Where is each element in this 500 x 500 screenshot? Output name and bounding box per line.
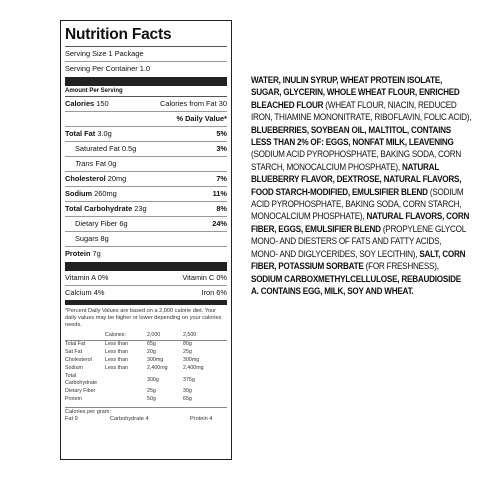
ingredients-line	[251, 99, 457, 111]
ingredient-bold-segment: NATURAL	[401, 161, 440, 172]
ft-cell: 375g	[183, 376, 195, 383]
ft-cell: 65g	[183, 396, 192, 403]
nutrient-dv: 8%	[216, 204, 227, 213]
nutrition-facts-label	[60, 20, 232, 460]
nutrient-dv: 7%	[216, 174, 227, 183]
footnote-table	[65, 332, 227, 404]
cal-per-gram-carb: Carbohydrate 4	[110, 415, 149, 422]
ingredients-line	[251, 136, 454, 148]
ingredient-bold-segment: BLUEBERRIES, SOYBEAN OIL, MALTITOL, CONTAINS	[251, 124, 452, 135]
ingredients-text	[251, 74, 472, 297]
ingredients-line	[251, 223, 467, 235]
ingredient-segment: (WHEAT FLOUR, NIACIN, REDUCED	[325, 99, 457, 110]
ingredients-line	[251, 161, 454, 173]
daily-value-header: % Daily Value*	[65, 112, 227, 127]
nutrient-name: Sugars	[75, 234, 99, 243]
ft-cell: 80g	[183, 341, 192, 348]
ingredient-bold-segment: BLUEBERRY FLAVOR, DEXTROSE, NATURAL FLAVORS,	[251, 174, 462, 185]
ingredients-line	[251, 210, 470, 222]
ft-cell: 20g	[147, 349, 156, 356]
ingredients-line	[251, 86, 460, 98]
ingredient-bold-segment: SODIUM CARBOXMETHYLCELLULOSE, REBAUDIOSIDE	[251, 273, 461, 284]
ft-cell: Total Fat	[65, 341, 86, 348]
nutrient-dv: 24%	[212, 219, 227, 228]
nutrient-cell	[75, 219, 128, 229]
ingredients-line	[251, 260, 454, 272]
ingredients-line	[251, 111, 472, 123]
nutrient-name: Sodium	[65, 189, 93, 198]
ingredients-line	[251, 148, 462, 160]
ingredient-bold-segment: SALT, CORN	[419, 248, 466, 259]
ft-cell: 25g	[147, 388, 156, 395]
ingredients-line	[251, 235, 454, 247]
ingredients-line	[251, 186, 464, 198]
ingredient-bold-segment: A. CONTAINS EGG, MILK, SOY AND WHEAT.	[251, 285, 414, 296]
nutrient-amount: 20mg	[107, 174, 127, 183]
ingredients-line	[251, 273, 461, 285]
nutrient-cell	[65, 204, 147, 214]
nutrient-row-dietary-fiber	[65, 217, 227, 232]
nutrient-amount: Fat 0g	[95, 159, 117, 168]
thick-divider	[65, 262, 227, 271]
ingredient-segment: STARCH, MONOCALCIUM PHOSPHATE),	[251, 161, 402, 172]
serving-size	[65, 47, 227, 62]
cal-per-gram-fat: Fat 9	[65, 415, 78, 422]
ingredient-segment: (PROPYLENE GLYCOL	[382, 223, 467, 234]
nutrient-name: Saturated Fat	[75, 144, 120, 153]
ft-cell: Dietary Fiber	[65, 388, 96, 395]
nutrient-cell	[75, 234, 109, 244]
nutrient-amount: 260mg	[94, 189, 117, 198]
ft-cell: 30g	[183, 388, 192, 395]
calories-row	[65, 97, 227, 112]
nutrient-cell	[65, 189, 117, 199]
nutrient-amount: 8g	[100, 234, 109, 243]
table-row	[65, 357, 227, 365]
ft-cell: Less than	[105, 349, 128, 356]
ingredient-segment: (SODIUM ACID PYROPHOSPHATE, BAKING SODA, CORN	[251, 149, 462, 160]
footnote: *Percent Daily Values are based on a 2,000 calorie diet. Your daily values may be higher or lower depending on your calories needs.	[65, 308, 222, 329]
ft-cell	[105, 396, 147, 404]
ft-cell	[105, 373, 147, 388]
nutrient-cell	[65, 174, 126, 184]
nutrient-cell	[75, 144, 136, 154]
ingredient-segment: MONO- AND DIESTERS OF FATS AND FATTY ACIDS,	[251, 236, 442, 247]
vitamin-left: Vitamin A 0%	[65, 273, 109, 282]
ft-cell: 50g	[147, 396, 156, 403]
calories-from-fat: Calories from Fat 30	[160, 99, 227, 108]
nutrient-row-total-fat	[65, 127, 227, 142]
nutrient-row-total-carbohydrate	[65, 202, 227, 217]
ft-cell: 2,000	[147, 332, 183, 341]
nutrient-name: Dietary Fiber	[75, 219, 118, 228]
nutrient-amount: 3.0g	[97, 129, 112, 138]
vitamin-right: Iron 6%	[201, 288, 227, 297]
nutrient-dv: 11%	[212, 189, 227, 198]
calories-cell	[65, 99, 109, 109]
ft-cell: Sodium	[65, 365, 83, 372]
table-row	[65, 340, 227, 349]
nutrient-row-cholesterol	[65, 172, 227, 187]
ft-cell: 65g	[147, 341, 156, 348]
nutrient-name: Protein	[65, 249, 91, 258]
ingredient-bold-segment: WATER, INULIN SYRUP, WHEAT PROTEIN ISOLATE,	[251, 75, 443, 85]
table-row	[65, 396, 227, 404]
nutrient-amount: 23g	[134, 204, 147, 213]
ingredient-bold-segment: SUGAR, GLYCERIN, WHOLE WHEAT FLOUR, ENRICHED	[251, 87, 460, 98]
nutrient-name: Cholesterol	[65, 174, 106, 183]
amount-per-serving: Amount Per Serving	[65, 86, 227, 97]
ft-cell	[65, 332, 105, 341]
nutrient-row-protein	[65, 247, 227, 261]
ft-cell: Total Carbohydrate	[65, 373, 98, 387]
calories-per-gram-label: Calories per gram:	[65, 407, 227, 416]
nutrient-cell	[65, 129, 112, 139]
table-row	[65, 388, 227, 396]
ft-cell: Protein	[65, 396, 82, 403]
ft-cell: 300mg	[147, 357, 164, 364]
nutrient-name: Total Fat	[65, 129, 96, 138]
ingredient-bold-segment: BLEACHED FLOUR	[251, 99, 326, 110]
nutrient-row-sodium	[65, 187, 227, 202]
nutrient-row-sugars	[65, 232, 227, 247]
ft-cell: 300g	[147, 376, 159, 383]
ingredient-segment: MONO- AND DIGLYCERIDES, SOY LECITHIN),	[251, 248, 420, 259]
ingredient-segment: (SODIUM	[429, 186, 464, 197]
serving-size-text: Serving Size 1 Package	[65, 49, 144, 58]
ingredient-segment: MONOCALCIUM PHOSPHATE),	[251, 211, 367, 222]
ft-cell: 2,500	[183, 332, 227, 341]
nutrient-row-saturated-fat	[65, 142, 227, 157]
table-row	[65, 373, 227, 388]
vitamin-row	[65, 271, 227, 286]
ingredient-bold-segment: LESS THAN 2% OF: EGGS, NONFAT MILK, LEAVENING	[251, 137, 454, 148]
ingredient-bold-segment: FOOD STARCH-MODIFIED, EMULSIFIER BLEND	[251, 186, 430, 197]
nutrient-amount: 7g	[92, 249, 101, 258]
ingredient-segment: IRON, THIAMINE MONONITRATE, RIBOFLAVIN, FOLIC ACID),	[251, 112, 472, 123]
ingredient-bold-segment: FIBER, POTASSIUM SORBATE	[251, 261, 366, 272]
ingredient-segment: (FOR FRESHNESS),	[365, 261, 439, 272]
ingredients-line	[251, 285, 454, 297]
servings-per-container	[65, 62, 227, 76]
label-title: Nutrition Facts	[65, 26, 172, 43]
nutrient-amount: 0.5g	[121, 144, 137, 153]
ft-cell: Cholesterol	[65, 357, 92, 364]
nutrient-name: Total Carbohydrate	[65, 204, 133, 213]
nutrient-row-trans-fat	[65, 157, 227, 172]
ingredients-line	[251, 124, 454, 136]
table-row	[65, 365, 227, 373]
vitamin-right: Vitamin C 0%	[182, 273, 227, 282]
ingredients-line	[251, 74, 454, 86]
cal-per-gram-protein: Protein 4	[190, 415, 213, 422]
ft-cell	[105, 388, 147, 396]
calories-per-gram-values	[65, 416, 227, 423]
vitamin-row	[65, 286, 227, 300]
ft-cell: 25g	[183, 349, 192, 356]
table-row	[65, 349, 227, 357]
ft-cell: 2,400mg	[183, 365, 204, 372]
calories-value: 150	[96, 99, 109, 108]
nutrient-amount: 6g	[119, 219, 128, 228]
ft-cell: Less than	[105, 357, 128, 364]
ingredient-bold-segment: NATURAL FLAVORS, CORN	[366, 211, 470, 222]
thick-divider	[65, 77, 227, 86]
ft-cell: Less than	[105, 341, 128, 348]
ft-cell: 2,400mg	[147, 365, 168, 372]
servings-per-container-text: Serving Per Container 1.0	[65, 64, 151, 73]
nutrient-name: Trans	[75, 159, 94, 168]
ft-cell: Calories:	[105, 332, 147, 341]
vitamin-left: Calcium 4%	[65, 288, 105, 297]
ingredients-line	[251, 198, 462, 210]
calories-label: Calories	[65, 99, 95, 108]
ft-cell: Less than	[105, 365, 128, 372]
nutrient-cell	[65, 249, 101, 259]
ingredients-line	[251, 248, 466, 260]
nutrient-dv: 5%	[216, 129, 227, 138]
ingredient-bold-segment: FIBER, EGGS, EMULSIFIER BLEND	[251, 223, 383, 234]
ft-cell: Sat Fat	[65, 349, 83, 356]
ft-cell: 300mg	[183, 357, 200, 364]
ingredients-line	[251, 173, 462, 185]
ingredient-segment: ACID PYROPHOSPHATE, BAKING SODA, CORN STARCH,	[251, 199, 462, 210]
footnote-table-header	[65, 332, 227, 341]
nutrient-cell	[75, 159, 116, 169]
nutrient-dv: 3%	[216, 144, 227, 153]
